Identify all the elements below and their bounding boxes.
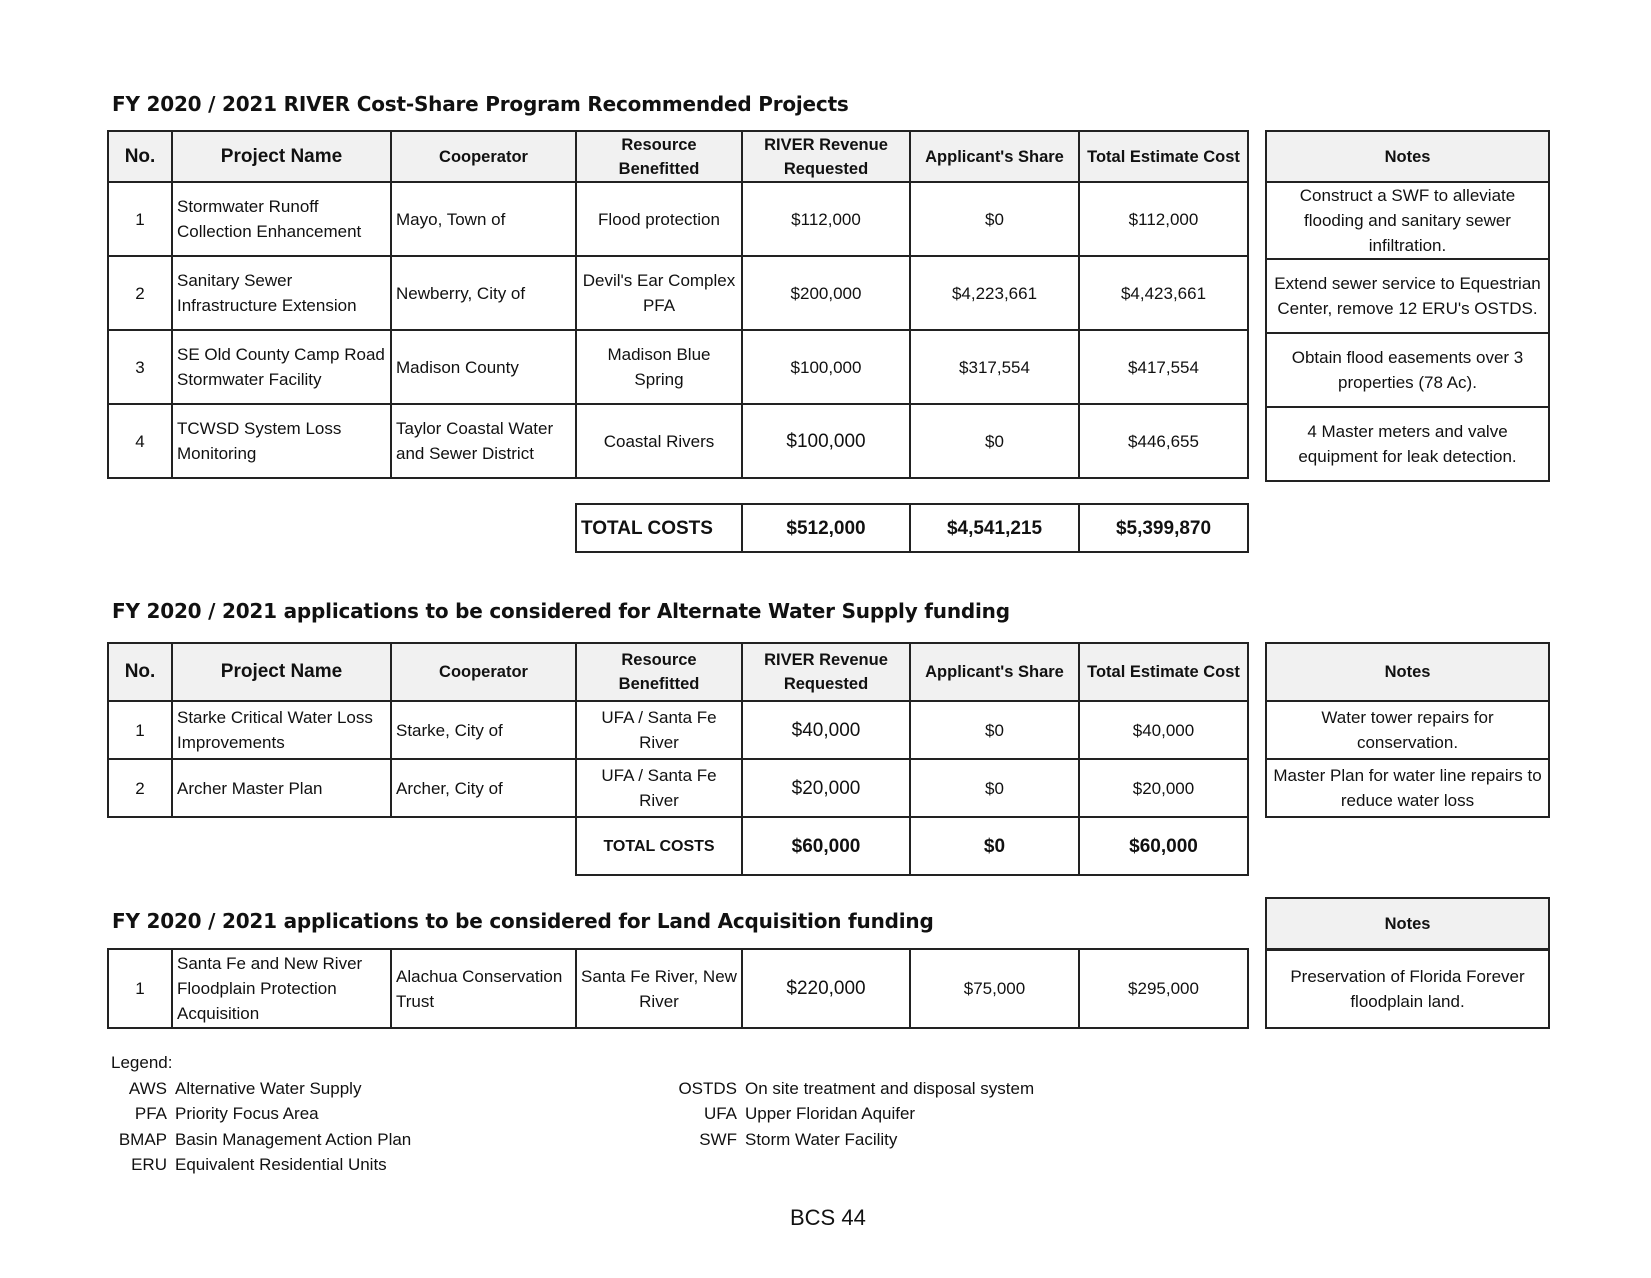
legend-entry <box>111 1152 411 1178</box>
legend-text: Alternative Water Supply <box>175 1078 362 1098</box>
cell-no: 3 <box>108 330 172 404</box>
section2-table <box>107 642 1249 818</box>
cell-river: $220,000 <box>742 949 910 1028</box>
legend-abbr: ERU <box>131 1155 167 1174</box>
cell-applicant: $75,000 <box>910 949 1079 1028</box>
header-river-revenue: RIVER Revenue Requested <box>742 643 910 701</box>
section2-title: FY 2020 / 2021 applications to be considered for Alternate Water Supply funding <box>112 599 1010 623</box>
section2-notes-table <box>1265 642 1550 818</box>
cell-total: $446,655 <box>1079 404 1248 478</box>
legend <box>111 1050 411 1178</box>
legend-abbr: BMAP <box>118 1129 167 1149</box>
table-row <box>108 256 1248 330</box>
header-applicant-share: Applicant's Share <box>910 643 1079 701</box>
cell-notes: Construct a SWF to alleviate flooding and sanitary sewer infiltration. <box>1266 182 1549 259</box>
cell-resource: UFA / Santa Fe River <box>576 759 742 817</box>
section3-title: FY 2020 / 2021 applications to be considered for Land Acquisition funding <box>112 909 934 933</box>
table-row <box>108 404 1248 478</box>
cell-project: Archer Master Plan <box>172 759 391 817</box>
cell-resource: Madison Blue Spring <box>576 330 742 404</box>
section3-notes-table <box>1265 948 1550 1029</box>
total-estimate: $60,000 <box>1079 817 1248 875</box>
cell-applicant: $317,554 <box>910 330 1079 404</box>
legend-title: Legend: <box>111 1053 173 1072</box>
header-cooperator: Cooperator <box>391 643 576 701</box>
legend-entry <box>111 1076 411 1102</box>
cell-project: Starke Critical Water Loss Improvements <box>172 701 391 759</box>
cell-notes: Extend sewer service to Equestrian Center, remove 12 ERU's OSTDS. <box>1266 259 1549 333</box>
legend-abbr: SWF <box>699 1129 737 1149</box>
legend-entry <box>677 1076 1034 1102</box>
cell-river: $200,000 <box>742 256 910 330</box>
section1-totals <box>575 503 1249 553</box>
cell-total: $20,000 <box>1079 759 1248 817</box>
legend-abbr: OSTDS <box>678 1078 737 1098</box>
header-notes: Notes <box>1266 131 1549 182</box>
cell-river: $100,000 <box>742 330 910 404</box>
legend-entry <box>677 1101 1034 1127</box>
cell-no: 1 <box>108 182 172 256</box>
cell-no: 1 <box>108 701 172 759</box>
cell-notes: Water tower repairs for conservation. <box>1266 701 1549 759</box>
cell-resource: Coastal Rivers <box>576 404 742 478</box>
header-notes: Notes <box>1266 643 1549 701</box>
cell-no: 2 <box>108 256 172 330</box>
header-cooperator: Cooperator <box>391 131 576 182</box>
legend-right <box>677 1076 1034 1153</box>
cell-project: Sanitary Sewer Infrastructure Extension <box>172 256 391 330</box>
table-row <box>108 701 1248 759</box>
cell-no: 2 <box>108 759 172 817</box>
cell-river: $100,000 <box>742 404 910 478</box>
header-applicant-share: Applicant's Share <box>910 131 1079 182</box>
legend-abbr: UFA <box>703 1104 737 1123</box>
cell-cooperator: Newberry, City of <box>391 256 576 330</box>
section3-notes-header <box>1265 897 1550 951</box>
header-no: No. <box>108 131 172 182</box>
section1-table <box>107 130 1249 479</box>
cell-project: Stormwater Runoff Collection Enhancement <box>172 182 391 256</box>
cell-project: Santa Fe and New River Floodplain Protection Acquisition <box>172 949 391 1028</box>
legend-text: Basin Management Action Plan <box>175 1129 412 1149</box>
cell-notes: Obtain flood easements over 3 properties (78 Ac). <box>1266 333 1549 407</box>
total-costs-label: TOTAL COSTS <box>576 817 742 875</box>
header-resource: Resource Benefitted <box>576 131 742 182</box>
table-row <box>108 182 1248 256</box>
cell-river: $112,000 <box>742 182 910 256</box>
table-row <box>108 330 1248 404</box>
cell-total: $112,000 <box>1079 182 1248 256</box>
cell-resource: Flood protection <box>576 182 742 256</box>
total-estimate: $5,399,870 <box>1079 504 1248 552</box>
legend-text: Equivalent Residential Units <box>175 1155 387 1174</box>
header-notes: Notes <box>1266 898 1549 950</box>
cell-river: $20,000 <box>742 759 910 817</box>
table-row <box>108 759 1248 817</box>
cell-applicant: $0 <box>910 701 1079 759</box>
cell-total: $4,423,661 <box>1079 256 1248 330</box>
cell-applicant: $0 <box>910 182 1079 256</box>
cell-project: TCWSD System Loss Monitoring <box>172 404 391 478</box>
cell-project: SE Old County Camp Road Stormwater Facility <box>172 330 391 404</box>
legend-entry <box>111 1127 411 1153</box>
cell-resource: Santa Fe River, New River <box>576 949 742 1028</box>
section3-table <box>107 948 1249 1029</box>
cell-notes: 4 Master meters and valve equipment for leak detection. <box>1266 407 1549 481</box>
header-no: No. <box>108 643 172 701</box>
cell-cooperator: Taylor Coastal Water and Sewer District <box>391 404 576 478</box>
header-project-name: Project Name <box>172 131 391 182</box>
cell-cooperator: Archer, City of <box>391 759 576 817</box>
legend-text: Storm Water Facility <box>745 1129 898 1149</box>
cell-total: $40,000 <box>1079 701 1248 759</box>
legend-entry <box>111 1101 411 1127</box>
cell-cooperator: Starke, City of <box>391 701 576 759</box>
legend-text: Priority Focus Area <box>175 1104 319 1123</box>
cell-river: $40,000 <box>742 701 910 759</box>
legend-text: Upper Floridan Aquifer <box>745 1104 916 1123</box>
legend-entry <box>677 1127 1034 1153</box>
cell-cooperator: Madison County <box>391 330 576 404</box>
total-river: $60,000 <box>742 817 910 875</box>
page-footer: BCS 44 <box>790 1205 866 1230</box>
table-row <box>108 949 1248 1028</box>
total-applicant: $4,541,215 <box>910 504 1079 552</box>
cell-resource: Devil's Ear Complex PFA <box>576 256 742 330</box>
total-river: $512,000 <box>742 504 910 552</box>
section1-notes-table <box>1265 130 1550 482</box>
header-total-cost: Total Estimate Cost <box>1079 643 1248 701</box>
cell-no: 4 <box>108 404 172 478</box>
cell-no: 1 <box>108 949 172 1028</box>
cell-cooperator: Alachua Conservation Trust <box>391 949 576 1028</box>
cell-resource: UFA / Santa Fe River <box>576 701 742 759</box>
cell-applicant: $0 <box>910 759 1079 817</box>
cell-notes: Master Plan for water line repairs to reduce water loss <box>1266 759 1549 817</box>
cell-total: $417,554 <box>1079 330 1248 404</box>
total-costs-label: TOTAL COSTS <box>576 504 742 552</box>
section1-title: FY 2020 / 2021 RIVER Cost-Share Program Recommended Projects <box>112 92 849 116</box>
cell-total: $295,000 <box>1079 949 1248 1028</box>
legend-abbr: AWS <box>128 1078 167 1098</box>
cell-applicant: $0 <box>910 404 1079 478</box>
legend-abbr: PFA <box>134 1104 167 1123</box>
header-resource: Resource Benefitted <box>576 643 742 701</box>
header-river-revenue: RIVER Revenue Requested <box>742 131 910 182</box>
header-project-name: Project Name <box>172 643 391 701</box>
cell-notes: Preservation of Florida Forever floodplain land. <box>1266 949 1549 1028</box>
section2-totals <box>575 816 1249 876</box>
cell-cooperator: Mayo, Town of <box>391 182 576 256</box>
header-total-cost: Total Estimate Cost <box>1079 131 1248 182</box>
cell-applicant: $4,223,661 <box>910 256 1079 330</box>
legend-text: On site treatment and disposal system <box>745 1078 1035 1098</box>
total-applicant: $0 <box>910 817 1079 875</box>
